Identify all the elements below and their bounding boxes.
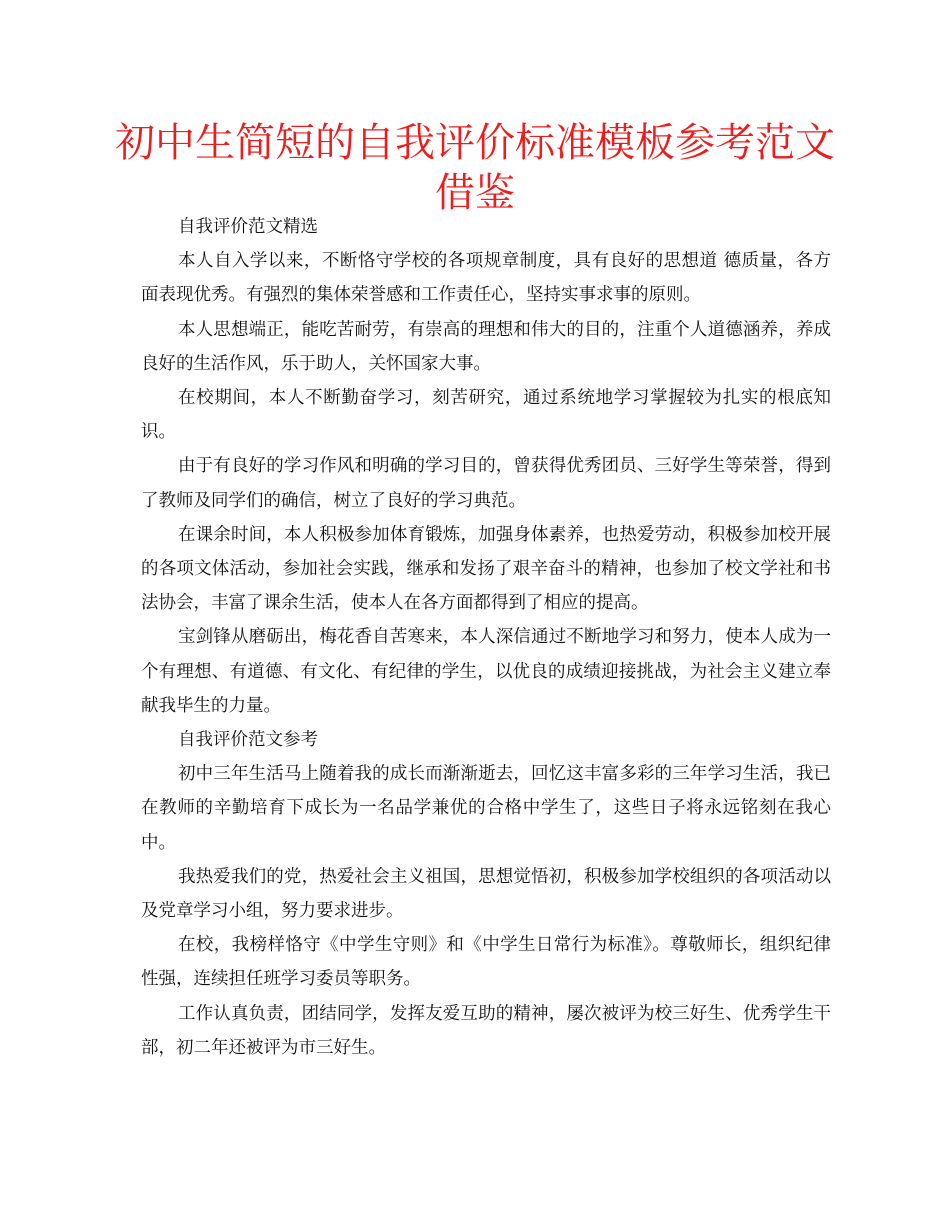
section-heading: 自我评价范文精选 <box>178 217 318 237</box>
section-heading: 自我评价范文参考 <box>178 730 318 751</box>
document-body <box>141 210 831 1065</box>
paragraph: 在课余时间，本人积极参加体育锻炼，加强身体素养，也热爱劳动，积极参加校开展的各项文体活动，参加社会实践，继承和发扬了艰辛奋斗的精神，也参加了校文学社和书法协会，丰富了课余生活，使本人在各方面都得到了相应的提高。 <box>141 524 831 614</box>
paragraph: 在校期间，本人不断勤奋学习，刻苦研究，通过系统地学习掌握较为扎实的根底知识。 <box>141 388 831 443</box>
document-title: 初中生简短的自我评价标准模板参考范文借鉴 <box>115 120 835 216</box>
paragraph: 由于有良好的学习作风和明确的学习目的，曾获得优秀团员、三好学生等荣誉，得到了教师及同学们的确信，树立了良好的学习典范。 <box>141 456 831 511</box>
paragraph: 初中三年生活马上随着我的成长而渐渐逝去，回忆这丰富多彩的三年学习生活，我已在教师的辛勤培育下成长为一名品学兼优的合格中学生了，这些日子将永远铭刻在我心中。 <box>141 764 831 853</box>
paragraph: 宝剑锋从磨砺出，梅花香自苦寒来，本人深信通过不断地学习和努力，使本人成为一个有理想、有道德、有文化、有纪律的学生，以优良的成绩迎接挑战，为社会主义建立奉献我毕生的力量。 <box>141 627 831 716</box>
paragraph: 本人思想端正，能吃苦耐劳，有崇高的理想和伟大的目的，注重个人道德涵养，养成良好的生活作风，乐于助人，关怀国家大事。 <box>141 319 831 374</box>
paragraph: 在校，我榜样恪守《中学生守则》和《中学生日常行为标准》。尊敬师长，组织纪律性强，连续担任班学习委员等职务。 <box>141 935 831 990</box>
paragraph: 工作认真负责，团结同学，发挥友爱互助的精神，屡次被评为校三好生、优秀学生干部，初二年还被评为市三好生。 <box>141 1003 831 1058</box>
paragraph: 我热爱我们的党，热爱社会主义祖国，思想觉悟初，积极参加学校组织的各项活动以及党章学习小组，努力要求进步。 <box>141 866 831 922</box>
paragraph: 本人自入学以来，不断恪守学校的各项规章制度，具有良好的思想道 德质量，各方面表现优秀。有强烈的集体荣誉感和工作责任心，坚持实事求事的原则。 <box>141 251 831 306</box>
